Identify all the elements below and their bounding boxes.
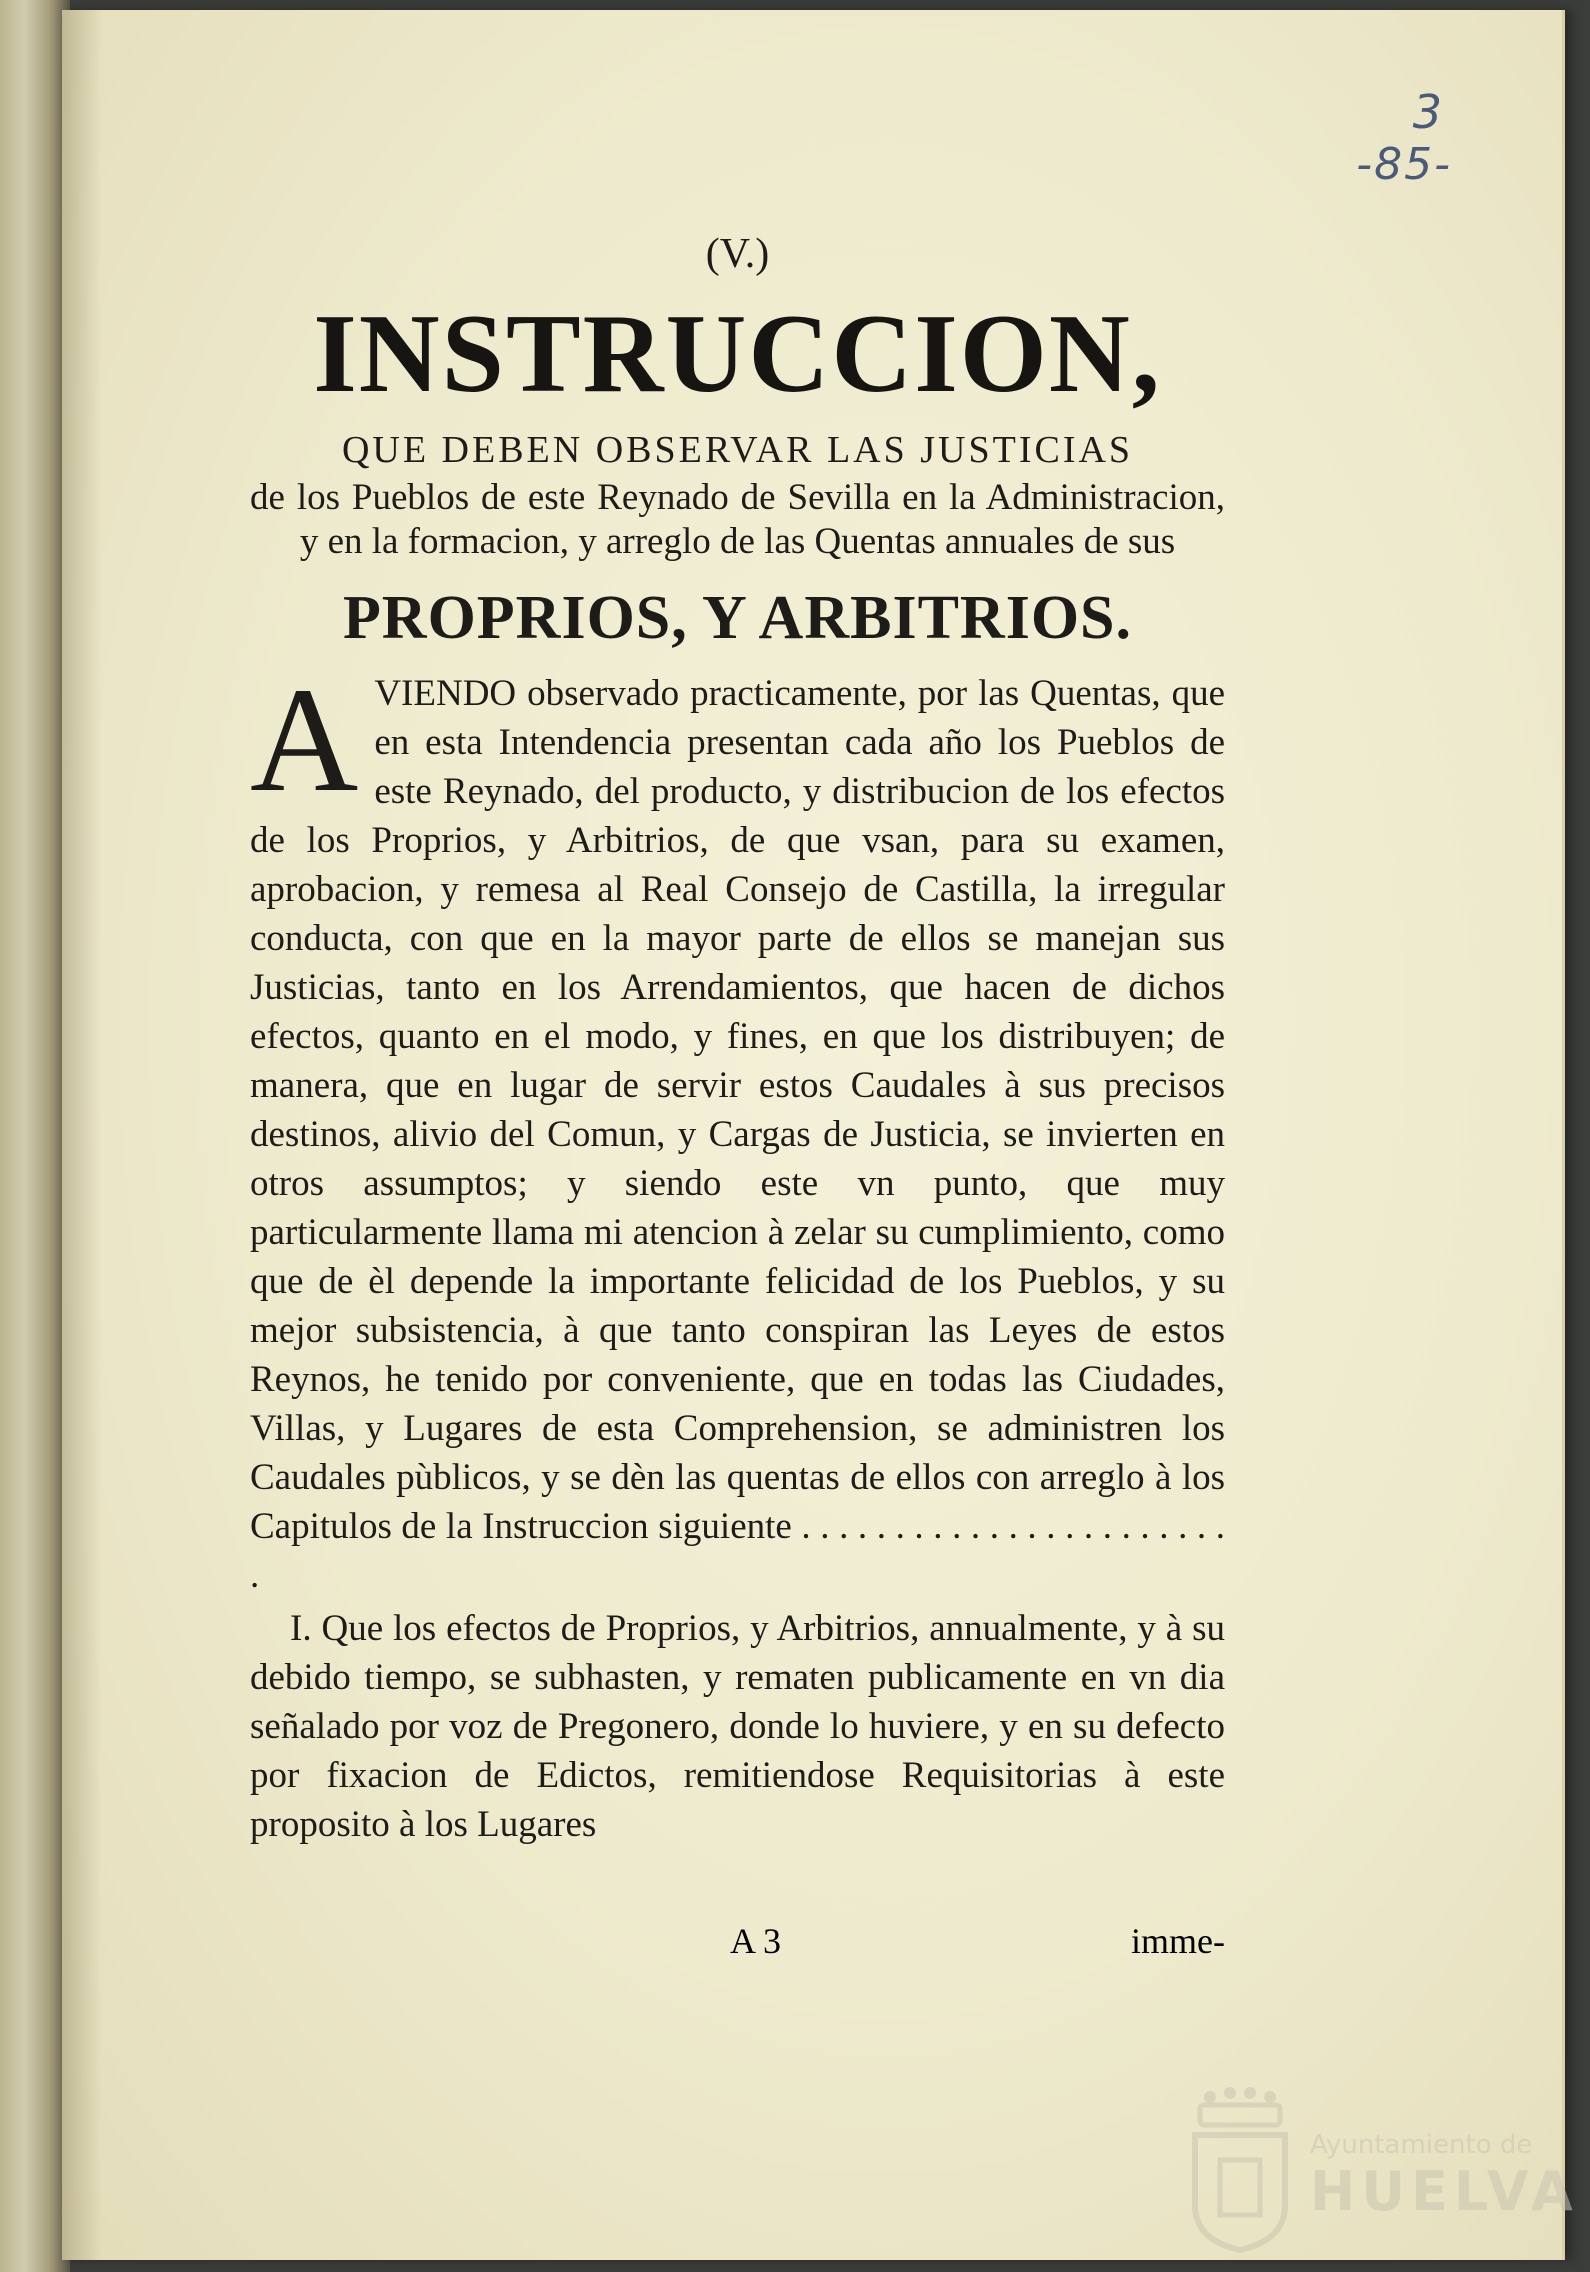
foliation	[1356, 85, 1452, 190]
drop-cap: A	[250, 656, 359, 823]
document-title: INSTRUCCION,	[313, 292, 1162, 416]
gutter-shadow	[62, 10, 102, 2260]
article-1: I. Que los efectos de Proprios, y Arbitrios, annualmente, y à su debido tiempo, se subhasten, y rematen publicamente en vn dia señalado por voz de Pregonero, donde lo huviere, y en su defecto por fixacion de Edictos, remitiendose Requisitorias à este proposito à los Lugares	[250, 1607, 1225, 1845]
section-heading: PROPRIOS, Y ARBITRIOS.	[342, 584, 1133, 653]
intro-paragraph	[250, 656, 1225, 1600]
signature-mark: (V.)	[705, 231, 770, 277]
coat-of-arms-icon	[1180, 2075, 1300, 2255]
page-content	[250, 230, 1225, 1849]
handwritten-number: 3	[1412, 85, 1442, 139]
binding-edge	[0, 0, 70, 2272]
page-footer	[250, 1920, 1225, 1970]
subtitle-rest: de los Pueblos de este Reynado de Sevilla en la Administracion, y en la formacion, y arreglo de las Quentas annuales de sus	[250, 476, 1225, 562]
signature-mark-bottom: A 3	[730, 1921, 782, 1961]
subtitle-first-line: QUE DEBEN OBSERVAR LAS JUSTICIAS	[341, 429, 1134, 471]
watermark-line1: Ayuntamiento de	[1310, 2130, 1533, 2160]
watermark-line2: HUELVA	[1310, 2160, 1579, 2223]
intro-text: VIENDO observado practicamente, por las Quentas, que en esta Intendencia presentan cada año los Pueblos de este Reynado, del producto, y distribucion de los efectos de los Proprios, y Arbitrios, de que vsan, para su examen, aprobacion, y remesa al Real Consejo de Castilla, la irregular conducta, con que en la mayor parte de ellos se manejan sus Justicias, tanto en los Arrendamientos, que hacen de dichos efectos, quanto en el modo, y fines, en que los distribuyen; de manera, que en lugar de servir estos Caudales à sus precisos destinos, alivio del Comun, y Cargas de Justicia, se invierten en otros assumptos; y siendo este vn punto, que muy particularmente llama mi atencion à zelar su cumplimiento, como que de èl depende la importante felicidad de los Pueblos, y su mejor subsistencia, à que tanto conspiran las Leyes de estos Reynos, he tenido por conveniente, que en todas las Ciudades, Villas, y Lugares de esta Comprehension, se administren los Caudales pùblicos, y se dèn las quentas de ellos con arreglo à los Capitulos de la Instruccion siguiente . . . . . . . . . . . . . . . . . . . . . . . .	[250, 672, 1225, 1596]
archive-watermark	[1180, 2075, 1579, 2255]
catchword: imme-	[1131, 1921, 1225, 1961]
handwritten-folio: -85-	[1356, 139, 1452, 190]
